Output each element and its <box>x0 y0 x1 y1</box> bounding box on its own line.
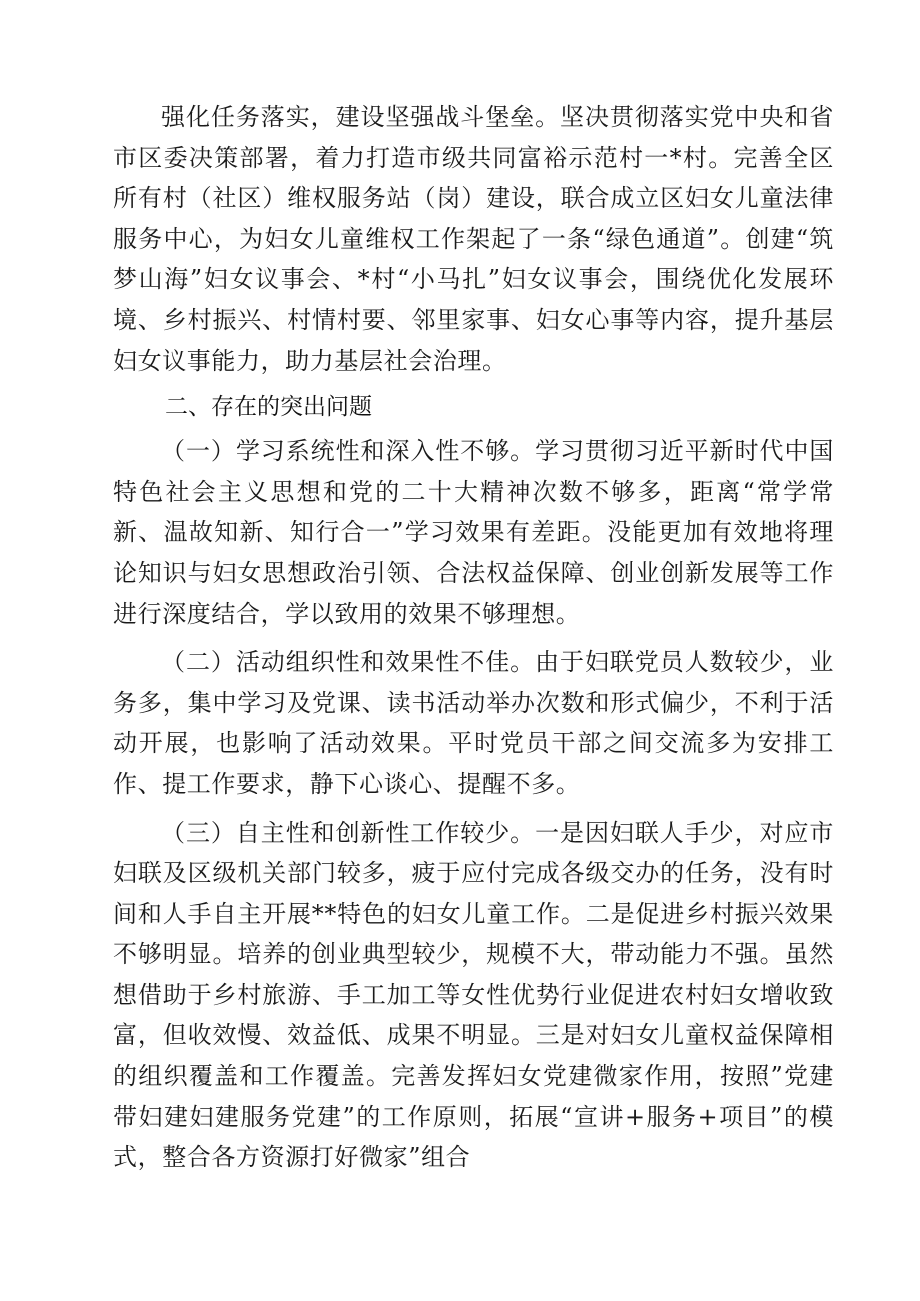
paragraph-activity-organization: （二）活动组织性和效果性不佳。由于妇联党员人数较少，业务多，集中学习及党课、读书活动举办次数和形式偏少，不利于活动开展，也影响了活动效果。平时党员干部之间交流多为安排工作、提工作要求，静下心谈心、提醒不多。 <box>113 648 834 798</box>
paragraph-gap <box>113 805 834 813</box>
section-heading-problems: 二、存在的突出问题 <box>165 394 372 421</box>
paragraph-gap <box>113 634 834 642</box>
paragraph-task-implementation: 强化任务落实，建设坚强战斗堡垒。坚决贯彻落实党中央和省市区委决策部署，着力打造市级共同富裕示范村一*村。完善全区所有村（社区）维权服务站（岗）建设，联合成立区妇女儿童法律服务中心，为妇女儿童维权工作架起了一条“绿色通道”。创建“筑梦山海”妇女议事会、*村“小马扎”妇女议事会，围绕优化发展环境、乡村振兴、村情村要、邻里家事、妇女心事等内容，提升基层妇女议事能力，助力基层社会治理。 <box>113 103 834 375</box>
document-body <box>113 97 834 1178</box>
paragraph-study-depth: （一）学习系统性和深入性不够。学习贯彻习近平新时代中国特色社会主义思想和党的二十大精神次数不够多，距离“常学常新、温故知新、知行合一”学习效果有差距。没能更加有效地将理论知识与妇女思想政治引领、合法权益保障、创业创新发展等工作进行深度结合，学以致用的效果不够理想。 <box>113 437 834 628</box>
paragraph-innovation-work: （三）自主性和创新性工作较少。一是因妇联人手少，对应市妇联及区级机关部门较多，疲于应付完成各级交办的任务，没有时间和人手自主开展**特色的妇女儿童工作。二是促进乡村振兴效果不够明显。培养的创业典型较少，规模不大，带动能力不强。虽然想借助于乡村旅游、手工加工等女性优势行业促进农村妇女增收致富，但收效慢、效益低、成果不明显。三是对妇女儿童权益保障相的组织覆盖和工作覆盖。完善发挥妇女党建微家作用，按照”党建带妇建妇建服务党建”的工作原则，拓展“宣讲+服务+项目”的模式，整合各方资源打好微家”组合 <box>113 818 834 1172</box>
